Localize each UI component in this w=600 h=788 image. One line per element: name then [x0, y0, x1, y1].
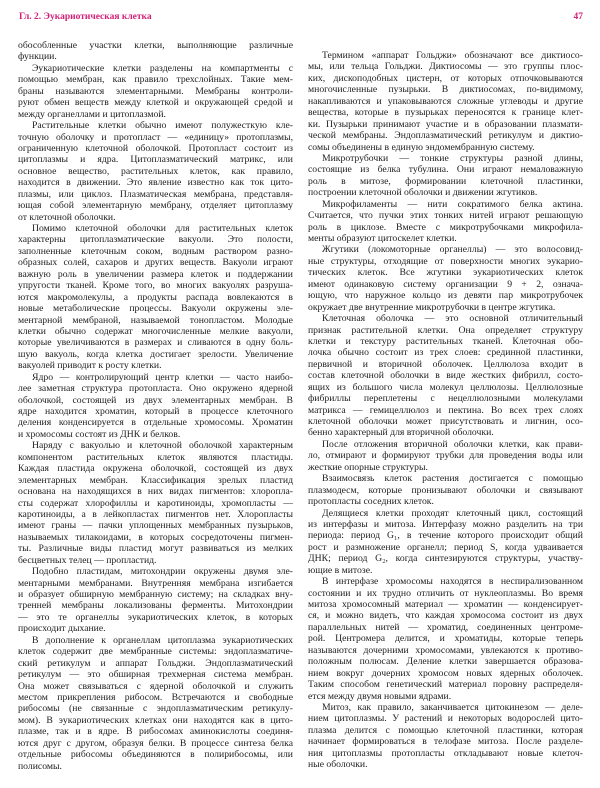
- text-line: клеточной оболочки может присутствовать и лигнин, осо-: [308, 416, 583, 427]
- text-line: точную оболочку и протопласт — «единицу» протоплазмы,: [18, 131, 293, 143]
- text-line: Таким способом генетический материал поровну распределя-: [308, 679, 583, 691]
- text-line: между органеллами и цитоплазмой.: [18, 108, 166, 120]
- text-line: жесткие опорные структуры.: [308, 461, 428, 473]
- text-line: ментарной мембраной, называемой тонопластом. Молодые: [18, 314, 293, 326]
- text-line: мы, или тельца Гольджи. Диктиосомы — это группы плос-: [308, 61, 583, 73]
- paragraph: [18, 40, 293, 63]
- text-line: цитоплазмы и ядра. Цитоплазматический матрикс, или: [18, 154, 293, 166]
- text-line: происходит дыхание.: [18, 623, 106, 635]
- text-line: имеют одинаковую систему организации 9 + 2, означа-: [308, 278, 583, 290]
- text-line: функции.: [18, 51, 57, 63]
- text-line: оболочкой, состоящей из двух элементарных мембран. В: [18, 394, 293, 406]
- text-line: нием цитоплазмы. У растений и некоторых водорослей цито-: [308, 713, 583, 725]
- paragraph: [308, 473, 583, 507]
- text-line: Жгутики (локомоторные органеллы) — это волосовид-: [322, 244, 583, 256]
- text-line: В интерфазе хромосомы находятся в неспирализованном: [322, 576, 583, 588]
- text-line: клетки и текстуру растительных тканей. Клеточная обо-: [308, 335, 583, 347]
- text-line: шую вакуоль, когда клетка достигает зрелости. Увеличение: [18, 348, 293, 360]
- text-line: основное вещество, растительных клеток, как правило,: [18, 165, 293, 177]
- text-line: ло, отмирают и формируют трубки для проведения воды или: [308, 450, 583, 462]
- text-line: Помимо клеточной оболочки для растительных клеток: [32, 223, 293, 234]
- text-line: и образует обширную мембранную систему; на складках вну-: [18, 589, 293, 600]
- text-line: Митоз, как правило, заканчивается цитокинезом — деле-: [322, 701, 583, 713]
- text-line: полисомы.: [18, 760, 62, 772]
- text-line: отдельные рибосомы объединяются в полирибосомы, или: [18, 749, 293, 761]
- paragraph: [308, 439, 583, 473]
- text-line: параллельных нитей — хроматид, соединенных центроме-: [308, 621, 583, 633]
- text-line: ки. Пузырьки принимают участие и в образовании плазмати-: [308, 118, 583, 130]
- text-line: мом). В эукариотических клетках они находятся как в цито-: [18, 714, 293, 726]
- text-line: ментарными мембранами. Внутренняя мембрана изгибается: [18, 577, 293, 589]
- text-line: Делящиеся клетки проходят клеточный цикл, состоящий: [322, 507, 583, 519]
- page-number: 47: [573, 12, 583, 22]
- text-line: и хромосомы состоят из ДНК и белков.: [18, 428, 181, 440]
- text-line: состоянии и их трудно отличить от нуклеоплазмы. Во время: [308, 587, 583, 599]
- text-line: клеток содержит две мембранные системы: эндоплазматиче-: [18, 646, 293, 658]
- text-line: — это те органеллы эукариотических клеток, в которых: [18, 611, 293, 623]
- text-line: обособленные участки клетки, выполняющие различные: [18, 40, 293, 51]
- text-line: рибосомы (не связанные с эндоплазматическим ретикулу-: [18, 703, 293, 715]
- text-line: образных солей, сахаров и других веществ. Вакуоли играют: [18, 257, 293, 269]
- text-line: от клеточной оболочки.: [18, 211, 116, 223]
- text-line: ющую, что наружное кольцо из девяти пар микротрубочек: [308, 290, 583, 302]
- text-line: состав клеточной оболочки в виде жестких фибрилл, состо-: [308, 370, 583, 382]
- paragraph: [308, 508, 583, 577]
- text-line: деления конденсируется в отдельные хромосомы. Хроматин: [18, 417, 293, 429]
- text-line: из интерфазы и митоза. Интерфазу можно разделить на три: [308, 518, 583, 530]
- text-line: Клеточная оболочка — это основной отличительный: [322, 313, 583, 325]
- text-line: ческой мембраны. Эндоплазматический ретикулум и диктио-: [308, 130, 583, 142]
- text-line: признак растительной клетки. Она определяет структуру: [308, 324, 583, 336]
- text-line: Каждая пластида окружена оболочкой, состоящей из двух: [18, 463, 293, 475]
- text-line: окружает две внутренние микротрубочки в центре жгутика.: [308, 301, 556, 313]
- text-line: плазмодесм, которые пронизывают оболочки и связывают: [308, 484, 583, 496]
- text-line: плазма делится с помощью клеточной пластинки, которая: [308, 724, 583, 736]
- text-line: тических клеток. Все жгутики эукариотических клеток: [308, 267, 583, 279]
- paragraph: [18, 63, 293, 120]
- text-line: рост и размножение органелл; период S, когда удваивается: [308, 541, 583, 553]
- text-line: ретикулум — это обширная трехмерная система мембран.: [18, 669, 293, 681]
- text-line: протопласты соседних клеток.: [308, 496, 434, 508]
- text-line: ются макромолекулы, а продукты распада вовлекаются в: [18, 291, 293, 303]
- text-line: новые метаболические процессы. Вакуоли окружены эле-: [18, 303, 293, 315]
- text-line: начинает формироваться в телофазе митоза. После разделе-: [308, 736, 583, 748]
- paragraph: [308, 313, 583, 439]
- text-line: ся, и можно видеть, что каждая хромосома состоит из двух: [308, 610, 583, 622]
- text-line: фибриллы переплетены с нецеллюлозными молекулами: [308, 393, 583, 405]
- text-line: называются дочерними хромосомами, увлекаются к противо-: [308, 644, 583, 656]
- text-line: Взаимосвязь клеток растения достигается с помощью: [322, 473, 583, 485]
- text-line: ния цитоплазмы протопласты откладывают новые клеточ-: [308, 747, 583, 759]
- paragraph: [18, 372, 293, 441]
- text-line: Считается, что пучки этих тонких нитей играют решающую: [308, 210, 583, 222]
- paragraph: [18, 120, 293, 223]
- text-line: Подобно пластидам, митохондрии окружены двумя эле-: [32, 566, 293, 578]
- paragraph: [308, 199, 583, 245]
- text-column-left: [18, 40, 293, 772]
- text-line: помощью мембран, как правило трехслойных. Такие мем-: [18, 74, 293, 86]
- text-line: ющие в митозе.: [308, 564, 373, 576]
- text-line: Термином «аппарат Гольджи» обозначают все диктиосо-: [322, 50, 583, 61]
- text-line: имеют граны — пачки уплощенных мембранных пузырьков,: [18, 520, 293, 532]
- text-line: ких, дископодобных цистерн, от которых отпочковываются: [308, 72, 583, 84]
- paragraph: [308, 702, 583, 771]
- text-line: Она может связываться с ядерной оболочкой и служить: [18, 680, 293, 692]
- paragraph: [308, 244, 583, 313]
- text-line: Растительные клетки обычно имеют полужесткую кле-: [32, 120, 293, 132]
- text-line: построении клеточной оболочки и движении жгутиков.: [308, 187, 538, 199]
- text-line: местом прикрепления рибосом. Встречаются и свободные: [18, 691, 293, 703]
- paragraph: [18, 223, 293, 372]
- text-line: Наряду с вакуолью и клеточной оболочкой характерным: [32, 440, 293, 452]
- text-line: компонентом растительных клеток являются пластиды.: [18, 451, 293, 463]
- text-line: митоза хромосомный материал — хроматин — конденсирует-: [308, 599, 583, 610]
- paragraph: [18, 635, 293, 772]
- text-line: лее заметная структура протопласта. Оно окружено ядерной: [18, 383, 293, 395]
- running-head: Гл. 2. Эукариотическая клетка: [19, 12, 152, 22]
- text-line: которые увеличиваются в размерах и сливаются в одну боль-: [18, 337, 293, 349]
- text-line: клетки обычно содержат многочисленные мелкие вакуоли,: [18, 325, 293, 337]
- text-line: вещества, которые в пузырьках переносятся к границе клет-: [308, 107, 583, 119]
- paragraph: [18, 566, 293, 635]
- text-line: периода: период G₁, в течение которого происходит общий: [308, 530, 583, 542]
- text-line: рой. Центромера делится, и хроматиды, которые теперь: [308, 633, 583, 645]
- text-line: тренней мембраны локализованы ферменты. Митохондрии: [18, 600, 293, 612]
- text-line: многочисленные пузырьки. В диктиосомах, по-видимому,: [308, 84, 583, 96]
- text-line: лочка обычно состоит из трех слоев: срединной пластинки,: [308, 347, 583, 359]
- text-line: ные структуры, отходящие от поверхности многих эукарио-: [308, 255, 583, 267]
- text-line: называемых тилакоидами, в которых сосредоточены пигмен-: [18, 531, 293, 543]
- text-line: находится в движении. Это явление известно как ток цито-: [18, 177, 293, 189]
- text-line: руют обмен веществ между клеткой и окружающей средой и: [18, 97, 293, 109]
- text-line: браны называются элементарными. Мембраны контроли-: [18, 85, 293, 97]
- text-line: ограниченную клеточной оболочкой. Протопласт состоит из: [18, 142, 293, 154]
- text-line: ются друг с другом, образуя белки. В процессе синтеза белка: [18, 737, 293, 749]
- text-line: В дополнение к органеллам цитоплазма эукариотических: [32, 634, 293, 646]
- text-line: ядре находится хроматин, который в процессе клеточного: [18, 406, 293, 417]
- text-line: ящих из большого числа молекул целлюлозы. Целлюлозные: [308, 381, 583, 393]
- paragraph: [308, 576, 583, 702]
- text-line: Ядро — контролирующий центр клетки — часто наибо-: [32, 371, 293, 383]
- text-line: Микротрубочки — тонкие структуры разной длины,: [322, 152, 583, 164]
- text-line: первичной и вторичной оболочек. Целлюлоза входит в: [308, 358, 583, 370]
- text-line: менты образуют цитоскелет клетки.: [308, 233, 457, 244]
- paragraph: [308, 50, 583, 153]
- text-line: упругости тканей. Кроме того, во многих вакуолях разруша-: [18, 280, 293, 292]
- paragraph: [18, 440, 293, 566]
- text-line: матрикса — гемицеллюлоз и пектина. Во всех трех слоях: [308, 404, 583, 416]
- text-line: вакуолей приводит к росту клетки.: [18, 360, 162, 372]
- text-line: После отложения вторичной оболочки клетки, как прави-: [322, 438, 583, 450]
- text-line: заполненные клеточным соком, водным раствором разно-: [18, 245, 293, 257]
- text-line: накапливаются и упаковываются сложные углеводы и другие: [308, 95, 583, 107]
- text-line: плазме, так и в ядре. В рибосомах аминокислоты соединя-: [18, 726, 293, 738]
- text-line: важную роль в увеличении размера клеток и поддержании: [18, 268, 293, 280]
- text-line: роль в циклозе. Вместе с микротрубочками микрофила-: [308, 221, 583, 233]
- text-line: ДНК; период G₂, когда синтезируются структуры, участву-: [308, 553, 583, 565]
- text-line: положным полюсам. Деление клетки завершается образова-: [308, 656, 583, 668]
- text-line: бенно характерный для вторичной оболочки.: [308, 427, 494, 439]
- text-line: плазмы, или циклоз. Плазматическая мембрана, представля-: [18, 188, 293, 200]
- text-line: состоящие из белка тубулина. Они играют немаловажную: [308, 164, 583, 176]
- text-line: бесцветных телец — пропластид.: [18, 554, 157, 566]
- text-line: сты содержат хлорофиллы и каротиноиды, хромопласты —: [18, 497, 293, 509]
- text-line: ющая собой элементарную мембрану, отделяет цитоплазму: [18, 200, 293, 212]
- text-line: элементарных мембран. Классификация зрелых пластид: [18, 474, 293, 486]
- text-line: каротиноиды, а в лейкопластах пигментов нет. Хлоропласты: [18, 508, 293, 520]
- text-line: нием вокруг дочерних хромосом новых ядерных оболочек.: [308, 667, 583, 679]
- text-line: Эукариотические клетки разделены на компартменты с: [32, 62, 293, 74]
- text-line: ные оболочки.: [308, 759, 368, 771]
- text-column-right: [308, 50, 583, 771]
- text-line: сомы объединены в единую эндомембранную систему.: [308, 141, 535, 153]
- text-line: ется между двумя новыми ядрами.: [308, 690, 452, 702]
- text-line: Микрофиламенты — нити сократимого белка актина.: [322, 198, 583, 210]
- text-line: характерны цитоплазматические вакуоли. Это полости,: [18, 234, 293, 246]
- text-line: ский ретикулум и аппарат Гольджи. Эндоплазматический: [18, 657, 293, 669]
- text-line: основана на находящихся в них видах пигментов: хлоропла-: [18, 486, 293, 498]
- text-line: ты. Различные виды пластид могут развиваться из мелких: [18, 543, 293, 555]
- text-line: роль в митозе, формировании клеточной пластинки,: [308, 175, 583, 187]
- paragraph: [308, 153, 583, 199]
